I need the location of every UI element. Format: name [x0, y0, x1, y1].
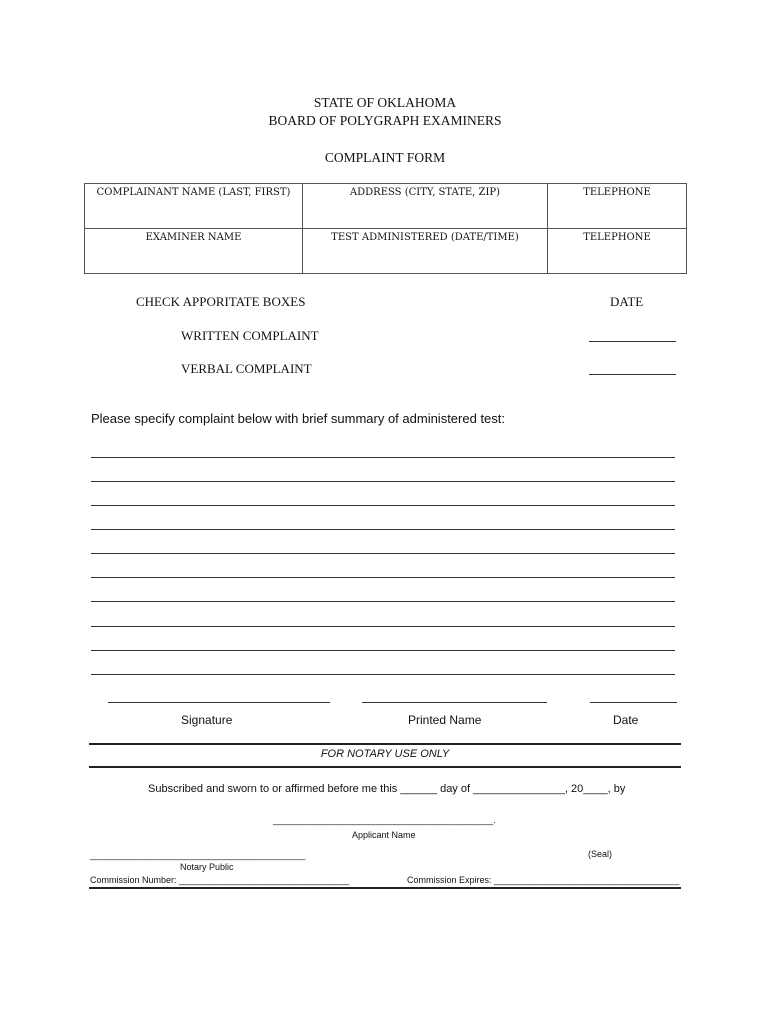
written-complaint-label: WRITTEN COMPLAINT — [181, 328, 319, 343]
address-label: ADDRESS (CITY, STATE, ZIP) — [349, 187, 501, 198]
applicant-name-label: Applicant Name — [352, 830, 416, 840]
sworn-statement: Subscribed and sworn to or affirmed before me this ______ day of _______________, 20____, by — [148, 783, 626, 795]
state-title: STATE OF OKLAHOMA — [313, 95, 457, 110]
notary-banner: FOR NOTARY USE ONLY — [320, 748, 450, 760]
commission-number-field[interactable]: Commission Number: __________________________________ — [90, 875, 350, 885]
info-table — [84, 183, 687, 274]
summary-line[interactable] — [91, 626, 675, 627]
test-administered-cell[interactable] — [303, 229, 548, 274]
signature-line[interactable] — [108, 702, 330, 703]
summary-line[interactable] — [91, 674, 675, 675]
telephone-label: TELEPHONE — [583, 232, 651, 243]
telephone-cell-1[interactable] — [548, 184, 687, 229]
printed-name-label: Printed Name — [408, 713, 482, 727]
signature-date-label: Date — [613, 713, 639, 727]
summary-prompt: Please specify complaint below with brief summary of administered test: — [91, 411, 506, 426]
summary-line[interactable] — [91, 505, 675, 506]
signature-label: Signature — [181, 713, 233, 727]
complainant-name-label: COMPLAINANT NAME (LAST, FIRST) — [96, 187, 291, 198]
board-title: BOARD OF POLYGRAPH EXAMINERS — [268, 113, 502, 128]
date-heading: DATE — [610, 294, 644, 309]
signature-date-line[interactable] — [590, 702, 677, 703]
notary-signature-line[interactable]: ___________________________________________ — [90, 850, 306, 860]
summary-line[interactable] — [91, 601, 675, 602]
complainant-name-cell[interactable] — [85, 184, 303, 229]
summary-line[interactable] — [91, 577, 675, 578]
test-administered-label: TEST ADMINISTERED (DATE/TIME) — [331, 232, 519, 243]
notary-public-label: Notary Public — [180, 862, 234, 872]
examiner-name-label: EXAMINER NAME — [145, 232, 242, 243]
verbal-date-line[interactable] — [589, 374, 676, 375]
notary-top-rule — [89, 743, 681, 745]
seal-label: (Seal) — [588, 849, 613, 859]
address-cell[interactable] — [303, 184, 548, 229]
telephone-cell-2[interactable] — [548, 229, 687, 274]
notary-bottom-rule — [89, 887, 681, 889]
summary-line[interactable] — [91, 457, 675, 458]
check-boxes-heading: CHECK APPORITATE BOXES — [136, 294, 306, 309]
examiner-name-cell[interactable] — [85, 229, 303, 274]
summary-line[interactable] — [91, 553, 675, 554]
applicant-name-line[interactable]: ____________________________________________. — [273, 815, 496, 825]
form-title: COMPLAINT FORM — [324, 150, 446, 165]
commission-expires-field[interactable]: Commission Expires: _____________________________________ — [407, 875, 680, 885]
verbal-complaint-label: VERBAL COMPLAINT — [181, 361, 312, 376]
summary-line[interactable] — [91, 529, 675, 530]
table-row — [85, 229, 687, 274]
summary-line[interactable] — [91, 650, 675, 651]
summary-line[interactable] — [91, 481, 675, 482]
table-row — [85, 184, 687, 229]
printed-name-line[interactable] — [362, 702, 547, 703]
written-date-line[interactable] — [589, 341, 676, 342]
telephone-label: TELEPHONE — [583, 187, 651, 198]
notary-banner-rule — [89, 766, 681, 768]
